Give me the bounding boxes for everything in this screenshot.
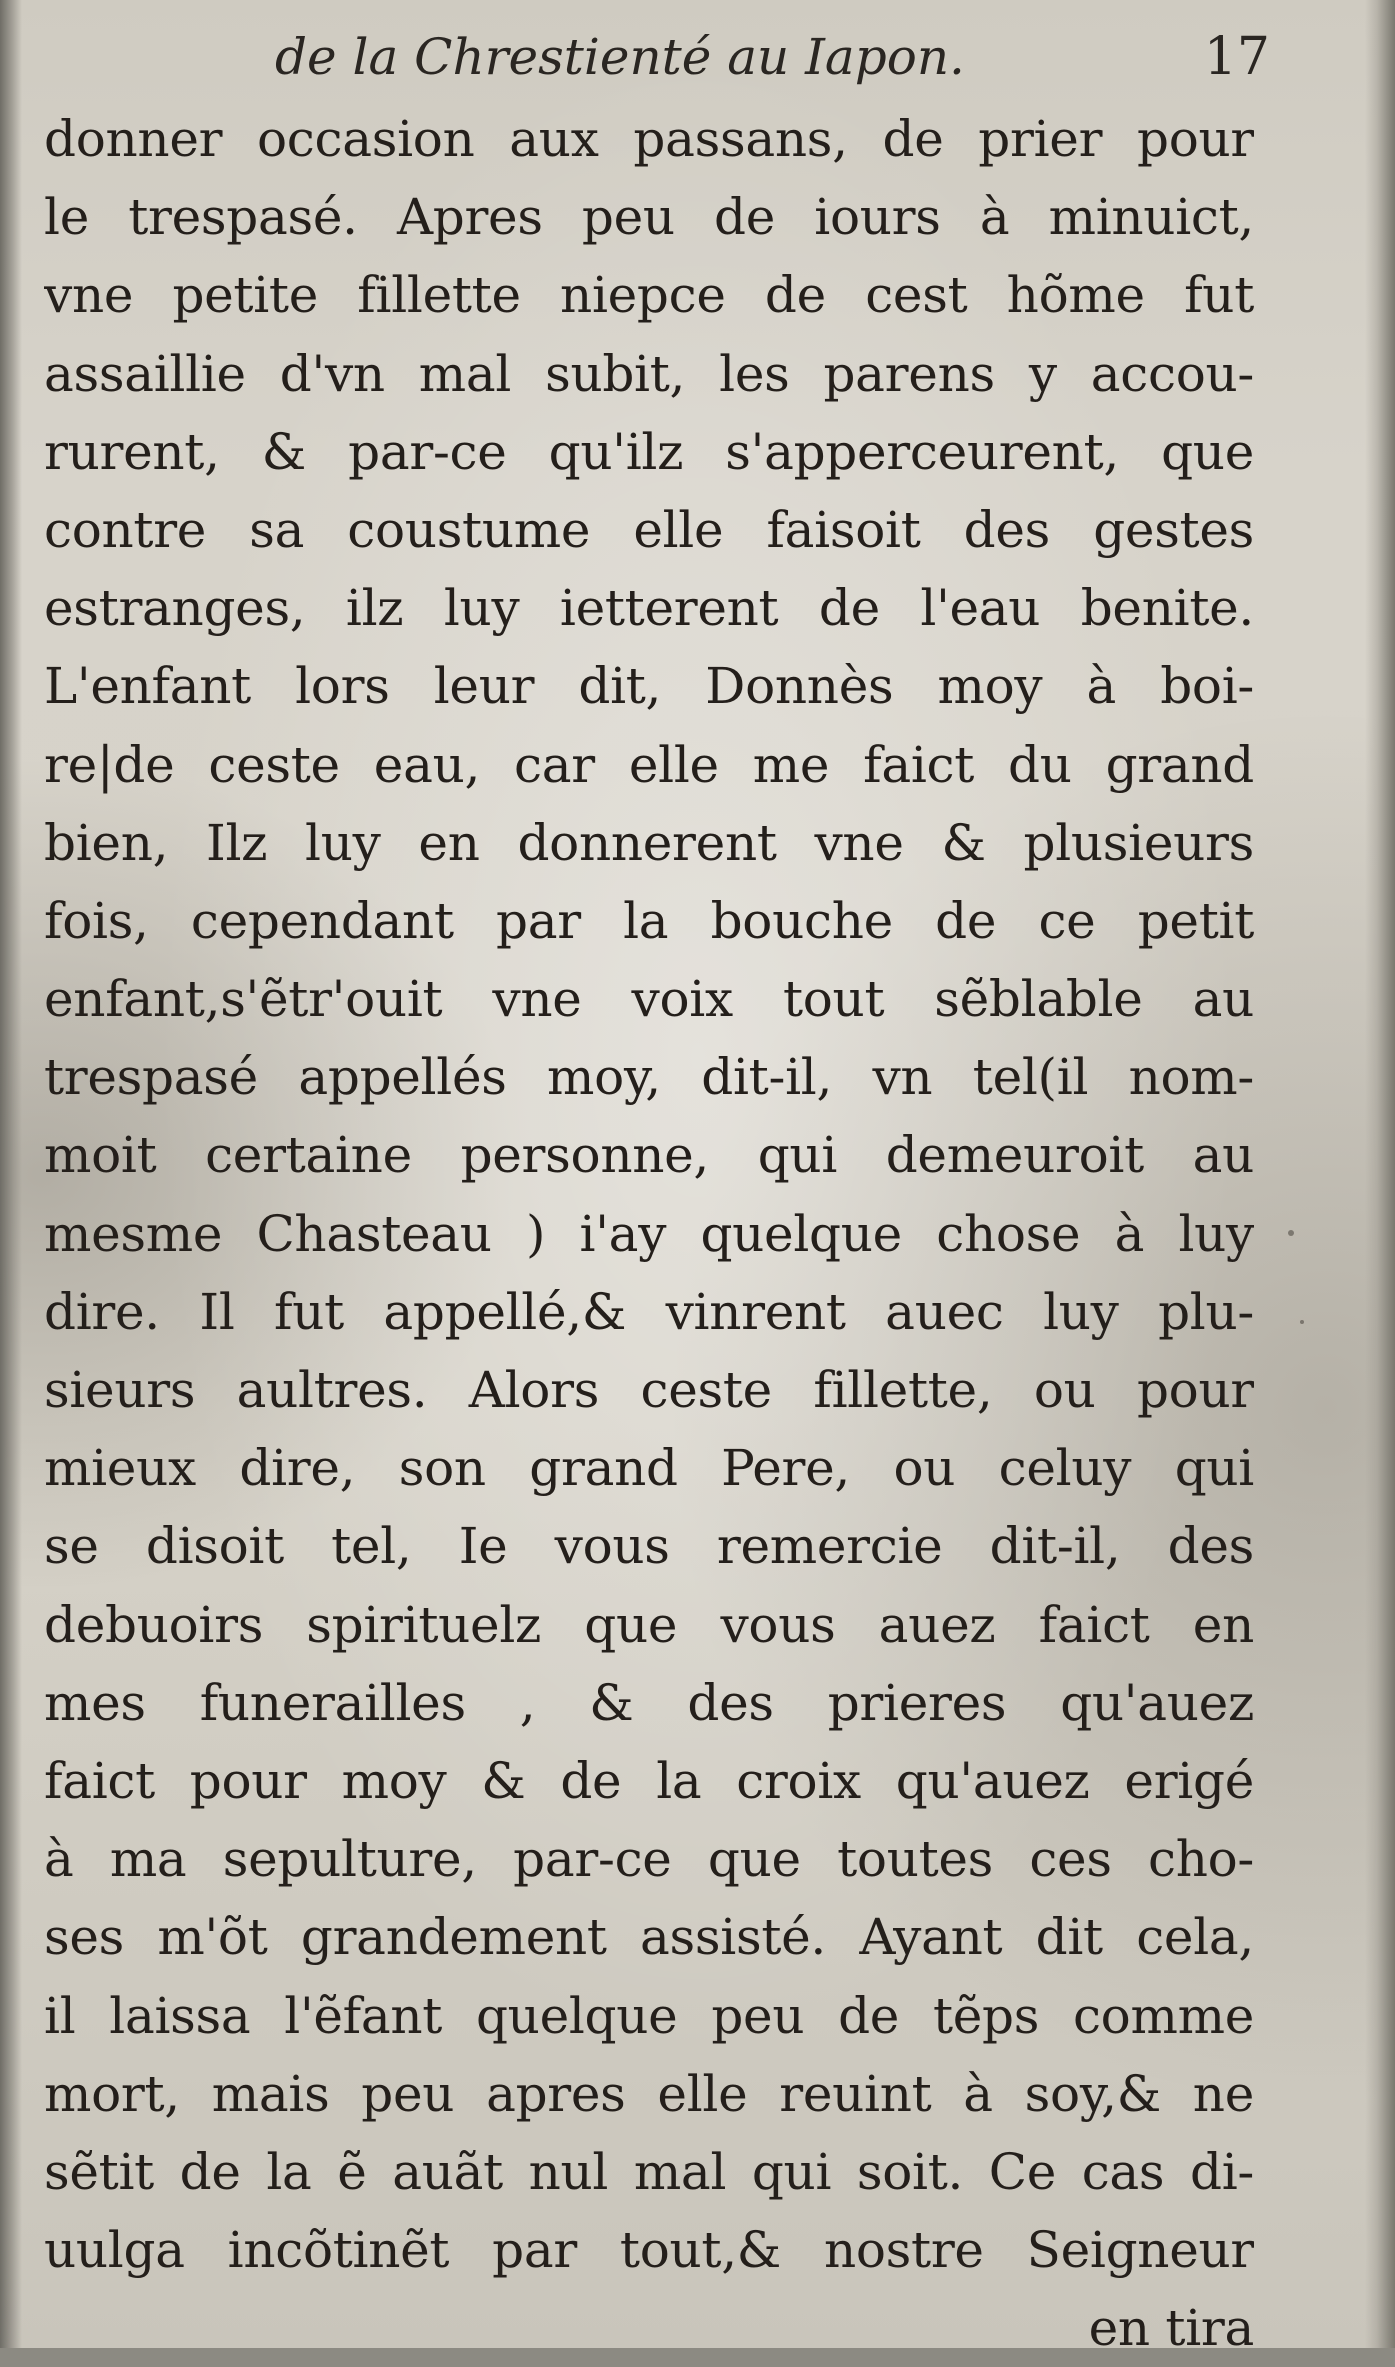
text-line: contre sa coustume elle faisoit des gestes [44, 500, 1254, 559]
page-shadow-right [1365, 0, 1395, 2348]
text-line: mort, mais peu apres elle reuint à soy,& ne [44, 2064, 1254, 2123]
text-line: mesme Chasteau ) i'ay quelque chose à luy [44, 1204, 1254, 1263]
text-line: le trespasé. Apres peu de iours à minuict, [44, 188, 1254, 247]
text-line: sieurs aultres. Alors ceste fillette, ou pour [44, 1361, 1254, 1419]
text-line: mes funerailles , & des prieres qu'auez [44, 1673, 1254, 1732]
text-line: moit certaine personne, qui demeuroit au [44, 1126, 1254, 1185]
text-line: uulga incõtinẽt par tout,& nostre Seigneur [44, 2221, 1254, 2280]
running-header [40, 22, 1270, 92]
page-number: 17 [1203, 27, 1270, 87]
paper-speck [1300, 1320, 1304, 1324]
text-line: L'enfant lors leur dit, Donnès moy à boi- [44, 657, 1254, 716]
text-line: trespasé appellés moy, dit-il, vn tel(il nom- [44, 1048, 1254, 1107]
text-line: se disoit tel, Ie vous remercie dit-il, des [44, 1517, 1254, 1576]
catchword-line: en tira [1088, 2299, 1254, 2358]
paper-speck [1288, 1230, 1294, 1236]
page-shadow-left [0, 0, 22, 2348]
text-line: mieux dire, son grand Pere, ou celuy qui [44, 1439, 1254, 1498]
text-line: debuoirs spirituelz que vous auez faict en [44, 1595, 1254, 1654]
text-line: à ma sepulture, par-ce que toutes ces cho- [44, 1830, 1254, 1889]
text-line: bien, Ilz luy en donnerent vne & plusieurs [44, 813, 1254, 872]
text-line: sẽtit de la ẽ auãt nul mal qui soit. Ce cas di- [44, 2142, 1254, 2201]
running-title: de la Chrestienté au Iapon. [275, 28, 965, 86]
body-text [44, 100, 1254, 2367]
text-line: il laissa l'ẽfant quelque peu de tẽps comme [44, 1986, 1254, 2045]
text-line: donner occasion aux passans, de prier pour [44, 110, 1254, 168]
text-line: re|de ceste eau, car elle me faict du grand [44, 735, 1254, 794]
text-line: assaillie d'vn mal subit, les parens y accou- [44, 344, 1254, 403]
text-line: rurent, & par-ce qu'ilz s'apperceurent, que [44, 422, 1254, 481]
text-line: vne petite fillette niepce de cest hõme fut [44, 266, 1254, 325]
text-line: estranges, ilz luy ietterent de l'eau benite. [44, 579, 1254, 638]
text-line: enfant,s'ẽtr'ouit vne voix tout sẽblable au [44, 970, 1254, 1029]
text-line: faict pour moy & de la croix qu'auez erigé [44, 1751, 1254, 1810]
text-line: fois, cependant par la bouche de ce petit [44, 891, 1254, 950]
text-line: ses m'õt grandement assisté. Ayant dit cela, [44, 1908, 1254, 1967]
text-line: dire. Il fut appellé,& vinrent auec luy plu- [44, 1282, 1254, 1341]
